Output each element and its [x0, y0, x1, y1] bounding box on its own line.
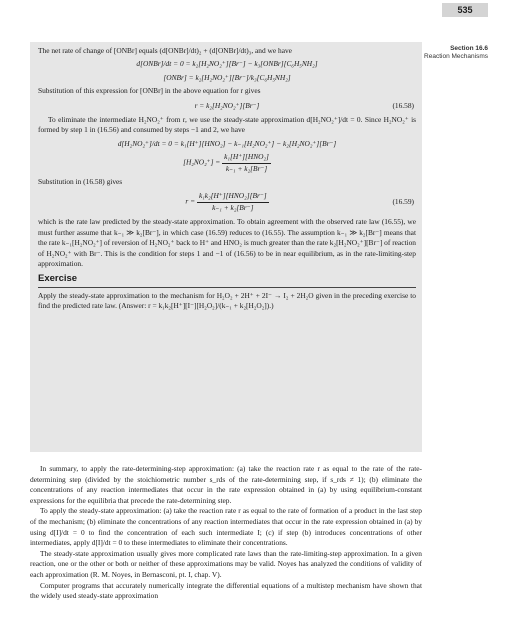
- exercise-heading: Exercise: [38, 273, 78, 285]
- page-header: [0, 0, 510, 18]
- substitution-text-1: Substitution of this expression for [ONBr] in the above equation for r gives: [38, 86, 261, 96]
- exercise-divider: [38, 287, 416, 288]
- intro-text: The net rate of change of [ONBr] equals (d[ONBr]/dt)₂ + (d[ONBr]/dt)₃, and we have: [38, 46, 292, 55]
- main-text: [30, 464, 422, 602]
- rate-law-paragraph: which is the rate law predicted by the steady-state approximation. To obtain agreement with the observed rate law (16.55), we must further assume that k₋₁ ≫ k₂[Br⁻], in which case (16.59) reduces to (16.55). The assumption k₋₁ ≫ k₂[Br⁻] means that the rate k₋₁[H₂NO₂⁺] of reversion of H₂NO₂⁺ back to H⁺ and HNO₂ is much greater than the rate k₂[H₂NO₂⁺][Br⁻] of reaction of H₂NO₂⁺ with Br⁻. This is the condition for steps 1 and −1 of (16.56) to be in near equilibrium, as in the rate-limiting-step approximation.: [38, 217, 416, 268]
- equation-16-59-fraction: [197, 191, 269, 213]
- section-title: Reaction Mechanisms: [424, 53, 488, 60]
- substitution-text-2: Substitution in (16.58) gives: [38, 177, 123, 187]
- worked-example-content: [38, 46, 416, 312]
- equation-16-59: [38, 191, 416, 213]
- section-label: Section 16.6: [450, 45, 488, 52]
- steady-state-paragraph: To eliminate the intermediate H₂NO₂⁺ from r, we use the steady-state approximation d[H₂NO₂⁺]/dt = 0. Since H₂NO₂⁺ is formed by step 1 in (16.56) and consumed by steps −1 and 2, we have: [38, 115, 416, 135]
- equation-onbr-conc: [ONBr] = k₂[H₂NO₂⁺][Br⁻]/k₃[C₆H₅NH₂]: [163, 72, 291, 82]
- equation-h2no2-conc: [38, 152, 416, 174]
- comparison-paragraph: The steady-state approximation usually gives more complicated rate laws than the rate-limiting-step approximation. In a given reaction, one or the other or both or neither of these approximations may be valid. Noyes has analyzed the conditions of validity of each approximation (R. M. Noyes, in Bernasconi, pt. I, chap. V).: [30, 548, 422, 579]
- fraction-denominator: k₋₁ + k₂[Br⁻]: [212, 202, 254, 212]
- computer-programs-paragraph: Computer programs that accurately numerically integrate the differential equations of a multistep mechanism have shown that the widely used steady-state approximation: [30, 580, 422, 601]
- summary-paragraph: In summary, to apply the rate-determining-step approximation: (a) take the reaction rate r as equal to the rate of the rate-determining step (divided by the stoichiometric number s_rds of the rate-determining step, if s_rds ≠ 1); (b) eliminate the concentrations of any reaction intermediates that occur in the rate expression obtained in (a) by using equilibrium-constant expressions for the equilibria that precede the rate-determining step.: [30, 464, 422, 505]
- equation-h2no2-conc-lhs: [H₂NO₂⁺] =: [183, 157, 221, 167]
- exercise-text: Apply the steady-state approximation to the mechanism for H₂O₂ + 2H⁺ + 2I⁻ → I₂ + 2H₂O given in the preceding exercise to find the predicted rate law. (Answer: r = k₁k₂[H⁺][I⁻][H₂O₂]/(k₋₁ + k₂[H₂O₂]).): [38, 290, 416, 311]
- running-head: [418, 45, 488, 61]
- equation-h2no2-fraction: [222, 152, 271, 174]
- equation-16-58: [38, 101, 416, 111]
- fraction-denominator: k₋₁ + k₂[Br⁻]: [225, 163, 268, 173]
- steady-state-steps-paragraph: To apply the steady-state approximation: (a) take the reaction rate r as equal to the rate of formation of a product in the last step of the mechanism; (b) eliminate the concentrations of any reaction intermediates that occur in the rate expression obtained in (a) by using d[I]/dt = 0 to find the concentration of each such intermediate I; (c) if step (b) introduces concentrations of other intermediates, apply d[I]/dt = 0 to these intermediates to eliminate their concentrations.: [30, 506, 422, 548]
- equation-16-58-number: (16.58): [392, 100, 414, 110]
- equation-16-59-lhs: r =: [185, 197, 196, 207]
- fraction-numerator: k₁[H⁺][HNO₂]: [222, 152, 271, 163]
- page-number: 535: [442, 3, 488, 17]
- equation-16-58-body: r = k₂[H₂NO₂⁺][Br⁻]: [194, 100, 260, 110]
- equation-h2no2-rate: d[H₂NO₂⁺]/dt = 0 = k₁[H⁺][HNO₂] − k₋₁[H₂NO₂⁺] − k₂[H₂NO₂⁺][Br⁻]: [117, 138, 337, 148]
- equation-16-59-number: (16.59): [392, 197, 414, 207]
- fraction-numerator: k₁k₂[H⁺][HNO₂][Br⁻]: [197, 191, 269, 202]
- equation-onbr-rate: d[ONBr]/dt = 0 = k₂[H₂NO₂⁺][Br⁻] − k₃[ONBr][C₆H₅NH₂]: [136, 59, 318, 69]
